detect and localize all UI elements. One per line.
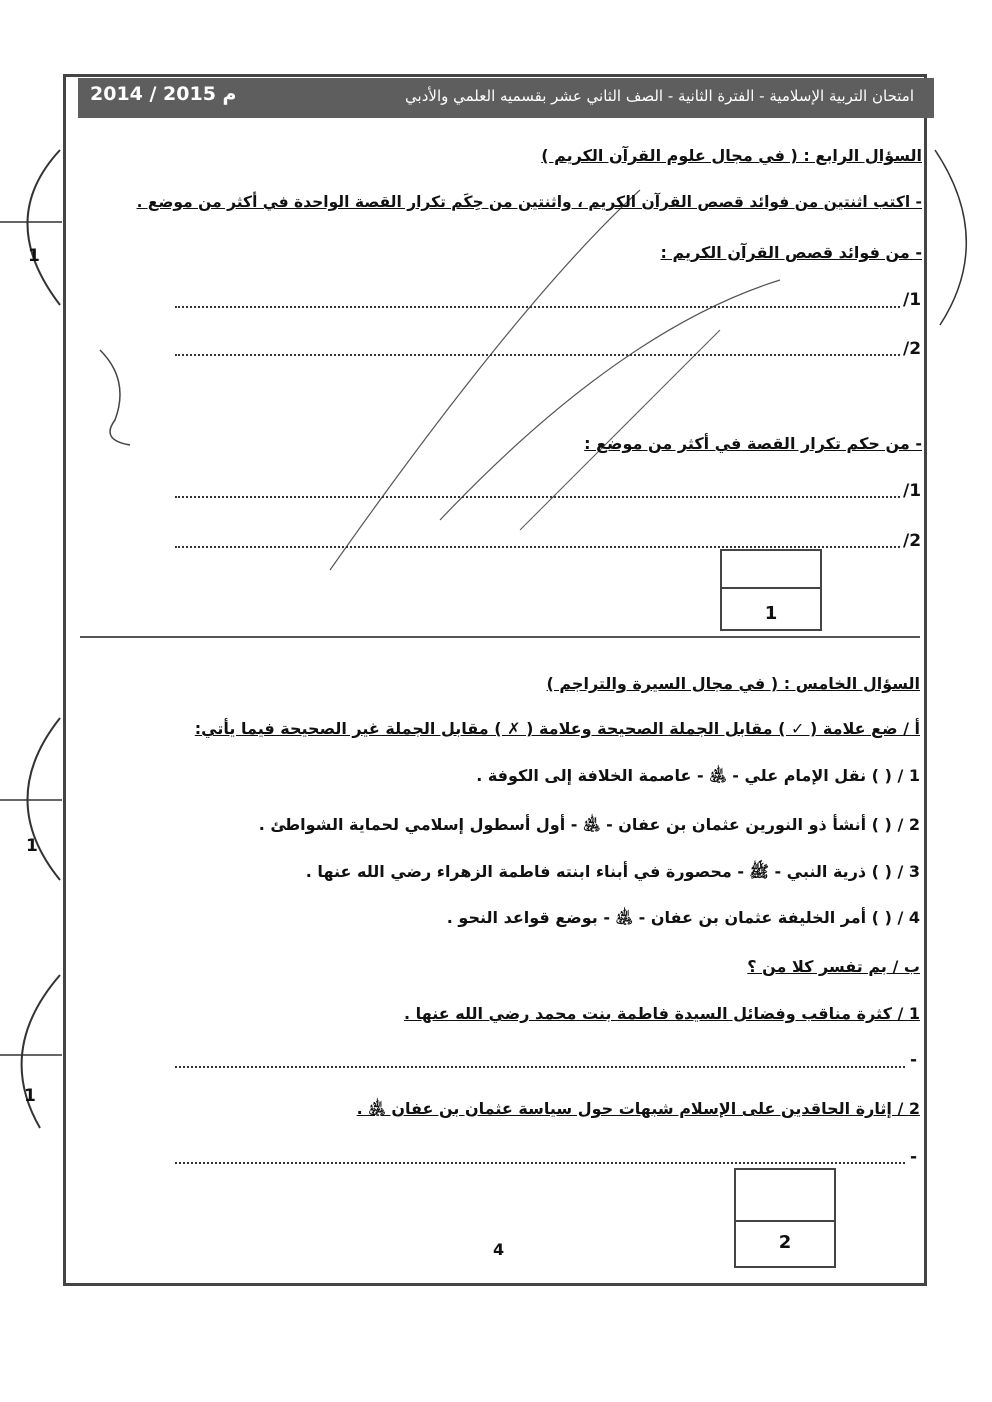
q5-title: السؤال الخامس : ( في مجال السيرة والتراجم ) <box>546 674 920 693</box>
q4-sub1-n1: /1 <box>903 290 922 310</box>
exam-year: 2014 / 2015 م <box>90 83 237 105</box>
q4-side-mark: 1 <box>28 246 40 266</box>
q5-statement[interactable]: 1 / ( ) نقل الإمام علي - ﵁ - عاصمة الخلافة إلى الكوفة . <box>476 766 920 785</box>
q4-instruction: - اكتب اثنتين من فوائد قصص القرآن الكريم ، واثنتين من حِكَم تكرار القصة الواحدة في أكثر من موضع . <box>136 193 922 211</box>
q5-side-mark-b: 1 <box>24 1086 36 1106</box>
answer-line[interactable] <box>175 1162 905 1164</box>
q5-b1: 1 / كثرة مناقب وفضائل السيدة فاطمة بنت محمد رضي الله عنها . <box>404 1004 920 1023</box>
q5-score-box <box>734 1168 836 1268</box>
q5-part-b: ب / بم تفسر كلا من ؟ <box>747 957 920 976</box>
q5-score: 2 <box>778 1232 792 1253</box>
q5-statement[interactable]: 2 / ( ) أنشأ ذو النورين عثمان بن عفان - ﵁ - أول أسطول إسلامي لحماية الشواطئ . <box>258 815 920 834</box>
answer-line[interactable] <box>175 354 900 356</box>
exam-title: امتحان التربية الإسلامية - الفترة الثانية - الصف الثاني عشر بقسميه العلمي والأدبي <box>405 87 914 105</box>
answer-line[interactable] <box>175 306 900 308</box>
q5-part-a: أ / ضع علامة ( ✓ ) مقابل الجملة الصحيحة وعلامة ( ✗ ) مقابل الجملة غير الصحيحة فيما يأتي: <box>194 719 920 738</box>
page-number: 4 <box>493 1240 505 1259</box>
q5-statement[interactable]: 3 / ( ) ذرية النبي - ﷺ - محصورة في أبناء ابنته فاطمة الزهراء رضي الله عنها . <box>305 862 920 881</box>
header-band <box>78 78 934 118</box>
q4-sub2-n1: /1 <box>903 481 922 501</box>
q4-score-box <box>720 549 822 631</box>
answer-line[interactable] <box>175 1066 905 1068</box>
q4-sub2-n2: /2 <box>903 531 922 551</box>
q4-sub2-title: - من حكم تكرار القصة في أكثر من موضع : <box>584 434 922 453</box>
answer-line[interactable] <box>175 546 900 548</box>
section-divider <box>80 636 920 638</box>
q5-b2: 2 / إثارة الحاقدين على الإسلام شبهات حول سياسة عثمان بن عفان ﵁ . <box>356 1099 920 1118</box>
q4-sub1-n2: /2 <box>903 339 922 359</box>
q4-score: 1 <box>764 603 778 624</box>
answer-dash: - <box>910 1050 918 1070</box>
q5-statement[interactable]: 4 / ( ) أمر الخليفة عثمان بن عفان - ﵁ - بوضع قواعد النحو . <box>446 908 920 927</box>
answer-dash: - <box>910 1147 918 1167</box>
q4-title: السؤال الرابع : ( في مجال علوم القرآن الكريم ) <box>541 146 922 165</box>
q4-sub1-title: - من فوائد قصص القرآن الكريم : <box>660 243 922 262</box>
q5-side-mark-a: 1 <box>26 836 38 856</box>
answer-line[interactable] <box>175 496 900 498</box>
